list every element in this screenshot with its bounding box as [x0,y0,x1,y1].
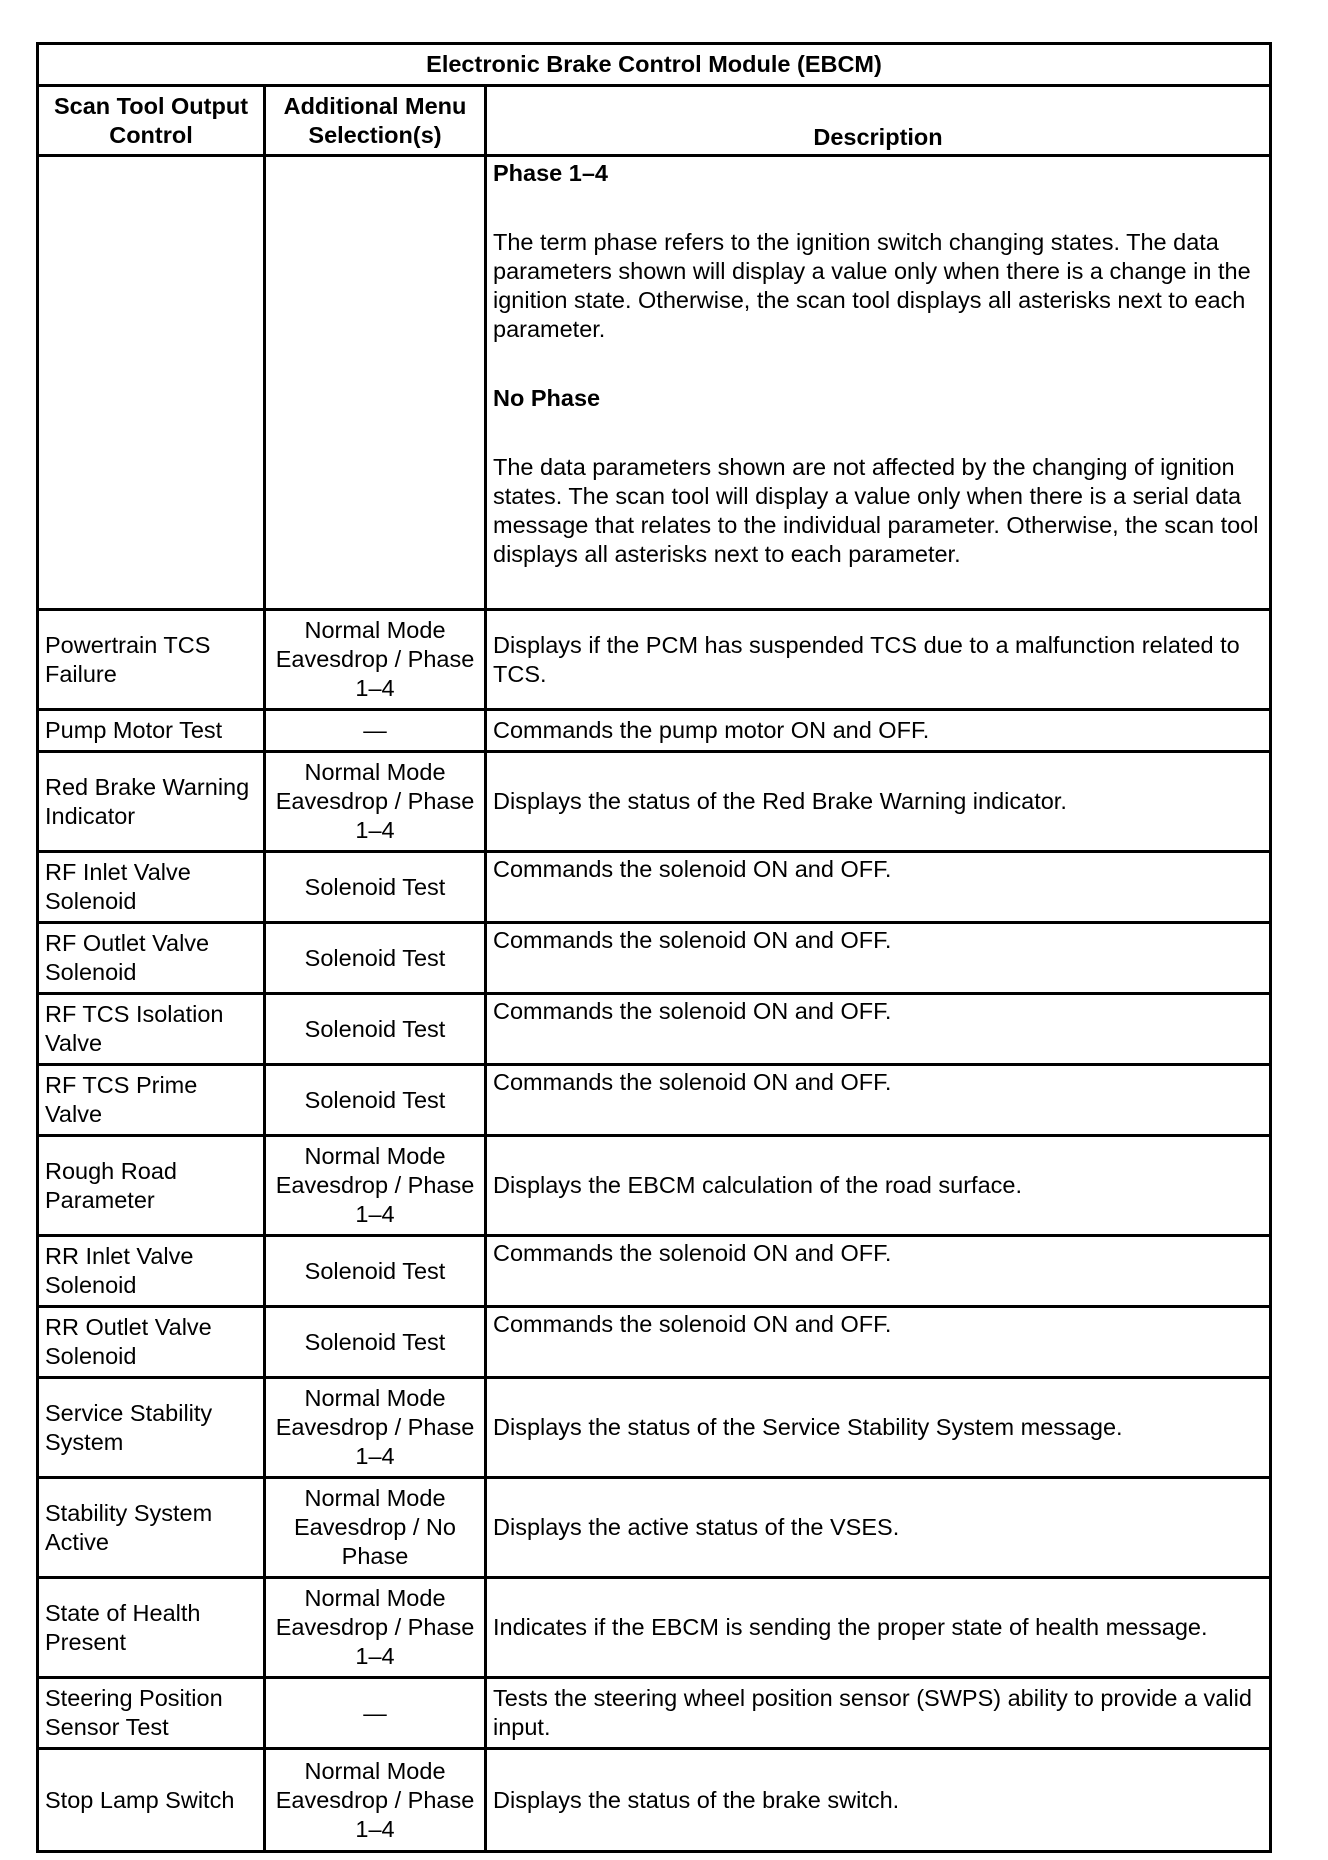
description-cell: Displays the status of the Service Stability System message. [486,1378,1271,1478]
output-control-cell: RF TCS Prime Valve [38,1065,265,1136]
table-row [38,1578,1271,1678]
table-row [38,1307,1271,1378]
menu-selection-cell: — [265,710,486,752]
table-row [38,752,1271,852]
menu-selection-cell: — [265,1678,486,1749]
phase-text: The term phase refers to the ignition switch changing states. The data parameters shown will display a value only when there is a change in the ignition state. Otherwise, the scan tool displays all asterisks next to each parameter. [493,229,1251,342]
menu-selection-cell: Normal Mode Eavesdrop / Phase 1–4 [265,610,486,710]
table-row [38,710,1271,752]
intro-row [38,156,1271,610]
table-row [38,994,1271,1065]
description-cell: Commands the solenoid ON and OFF. [486,1307,1271,1378]
output-control-cell: Pump Motor Test [38,710,265,752]
description-cell: Displays the status of the Red Brake Warning indicator. [486,752,1271,852]
menu-selection-cell: Normal Mode Eavesdrop / Phase 1–4 [265,752,486,852]
output-control-cell: Powertrain TCS Failure [38,610,265,710]
description-cell: Commands the solenoid ON and OFF. [486,1065,1271,1136]
menu-selection-cell: Normal Mode Eavesdrop / Phase 1–4 [265,1749,486,1852]
output-control-cell: RF TCS Isolation Valve [38,994,265,1065]
no-phase-heading: No Phase [493,385,601,411]
table-row [38,1678,1271,1749]
menu-selection-cell: Normal Mode Eavesdrop / Phase 1–4 [265,1136,486,1236]
description-cell: Displays the EBCM calculation of the road surface. [486,1136,1271,1236]
menu-selection-cell: Solenoid Test [265,994,486,1065]
phase-heading: Phase 1–4 [493,160,608,186]
menu-selection-cell: Normal Mode Eavesdrop / No Phase [265,1478,486,1578]
output-control-cell: State of Health Present [38,1578,265,1678]
header-output-control: Scan Tool Output Control [38,86,265,156]
table-row [38,923,1271,994]
table-row [38,1236,1271,1307]
output-control-cell: Service Stability System [38,1378,265,1478]
output-control-cell: Rough Road Parameter [38,1136,265,1236]
menu-selection-cell: Solenoid Test [265,1307,486,1378]
menu-selection-cell: Solenoid Test [265,923,486,994]
output-control-cell: RR Outlet Valve Solenoid [38,1307,265,1378]
description-cell: Commands the pump motor ON and OFF. [486,710,1271,752]
menu-selection-cell: Solenoid Test [265,1236,486,1307]
table-row [38,1136,1271,1236]
description-cell: Displays the status of the brake switch. [486,1749,1271,1852]
menu-selection-cell: Solenoid Test [265,852,486,923]
output-control-cell: Stop Lamp Switch [38,1749,265,1852]
description-cell: Commands the solenoid ON and OFF. [486,1236,1271,1307]
menu-selection-cell: Normal Mode Eavesdrop / Phase 1–4 [265,1378,486,1478]
menu-selection-cell: Normal Mode Eavesdrop / Phase 1–4 [265,1578,486,1678]
table-title: Electronic Brake Control Module (EBCM) [38,44,1271,86]
ebcm-table [36,42,1272,1853]
table-row [38,1378,1271,1478]
table-row [38,1065,1271,1136]
description-cell: Displays if the PCM has suspended TCS due to a malfunction related to TCS. [486,610,1271,710]
description-cell: Commands the solenoid ON and OFF. [486,994,1271,1065]
description-cell: Commands the solenoid ON and OFF. [486,852,1271,923]
no-phase-text: The data parameters shown are not affected by the changing of ignition states. The scan tool will display a value only when there is a serial data message that relates to the individual parameter. Otherwise, the scan tool displays all asterisks next to each parameter. [493,454,1259,567]
table-row [38,852,1271,923]
menu-selection-cell: Solenoid Test [265,1065,486,1136]
output-control-cell: RR Inlet Valve Solenoid [38,1236,265,1307]
description-cell: Tests the steering wheel position sensor (SWPS) ability to provide a valid input. [486,1678,1271,1749]
header-menu-selection: Additional Menu Selection(s) [265,86,486,156]
description-cell: Displays the active status of the VSES. [486,1478,1271,1578]
output-control-cell: RF Inlet Valve Solenoid [38,852,265,923]
description-cell: Indicates if the EBCM is sending the proper state of health message. [486,1578,1271,1678]
output-control-cell: Steering Position Sensor Test [38,1678,265,1749]
description-cell: Commands the solenoid ON and OFF. [486,923,1271,994]
table-row [38,610,1271,710]
table-row [38,1478,1271,1578]
output-control-cell: Stability System Active [38,1478,265,1578]
output-control-cell: Red Brake Warning Indicator [38,752,265,852]
output-control-cell: RF Outlet Valve Solenoid [38,923,265,994]
header-description: Description [486,86,1271,156]
table-row [38,1749,1271,1852]
